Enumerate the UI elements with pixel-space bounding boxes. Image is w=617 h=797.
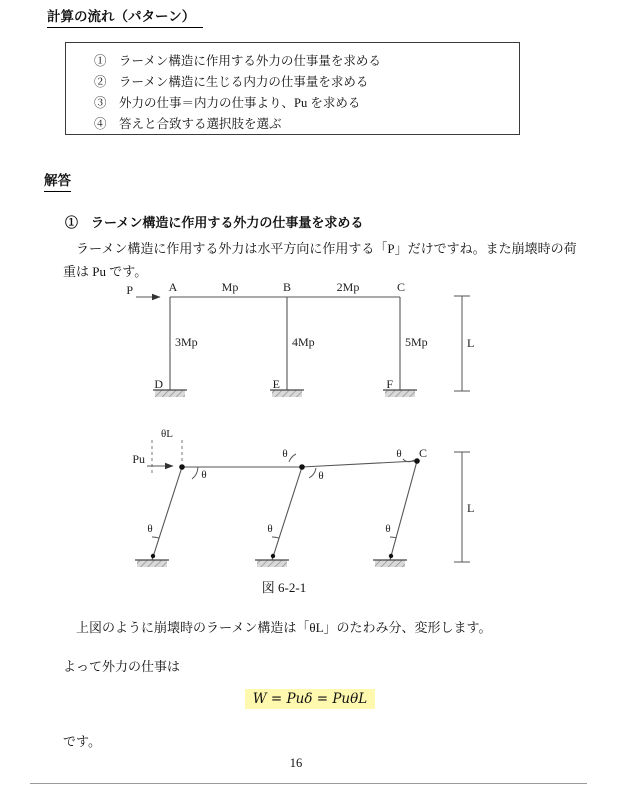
node-e-label: E: [272, 377, 280, 391]
fixed-supports: [153, 390, 417, 397]
theta-joint-b-upper: θ: [282, 448, 288, 460]
answer-heading: 解答: [44, 169, 71, 192]
theta-base-left: θ: [147, 523, 153, 535]
intro-line-2: 重は Pu です。: [63, 264, 148, 279]
step1-intro-paragraph: [63, 237, 577, 283]
pu-load-label: Pu: [132, 452, 145, 466]
node-f-label: F: [386, 377, 393, 391]
theta-joint-c: θ: [396, 448, 402, 460]
support-e: [272, 390, 302, 397]
flow-step-1: ① ラーメン構造に作用する外力の仕事量を求める: [94, 54, 381, 68]
after-figure-paragraph: 上図のように崩壊時のラーメン構造は「θL」のたわみ分、変形します。: [63, 620, 492, 635]
tilted-column-right: [390, 461, 417, 560]
arc-joint-b-upper: [289, 454, 296, 462]
arc-joint-a: [192, 467, 198, 479]
page-number: 16: [289, 756, 303, 770]
footer-rule: [30, 783, 587, 784]
load-label: P: [126, 283, 133, 297]
theta-base-right: θ: [385, 523, 391, 535]
figure-caption: 図 6-2-1: [261, 580, 307, 595]
lead-in-paragraph: よって外力の仕事は: [63, 659, 181, 674]
flow-title: 計算の流れ（パターン）: [47, 5, 203, 28]
height-label: L: [467, 501, 475, 515]
node-c-label: C: [396, 280, 406, 294]
beam-ab-label: Mp: [221, 280, 239, 294]
hinge-d: [151, 554, 155, 558]
mechanism-members: [147, 461, 417, 560]
arc-base-left: [152, 537, 159, 538]
support-d: [155, 390, 185, 397]
external-work-formula: W = Puδ = PuθL: [245, 689, 375, 709]
support-right: [375, 560, 405, 567]
tilted-column-middle: [272, 467, 302, 560]
column-cf-label: 5Mp: [405, 335, 428, 349]
intro-line-1: ラーメン構造に作用する外力は水平方向に作用する「P」だけですね。また崩壊時の荷: [63, 241, 577, 256]
hinge-a: [179, 464, 185, 470]
node-b-label: B: [282, 280, 292, 294]
plastic-hinges: [151, 458, 420, 558]
theta-joint-a: θ: [201, 469, 207, 481]
hinge-f: [389, 554, 393, 558]
fixed-supports-mechanism: [135, 560, 407, 567]
drift-label: θL: [161, 428, 173, 440]
column-ad-label: 3Mp: [175, 335, 198, 349]
hinge-b: [299, 464, 305, 470]
node-a-label: A: [168, 280, 178, 294]
tilted-column-left: [152, 467, 182, 560]
flow-step-4: ④ 答えと合致する選択肢を選ぶ: [94, 117, 282, 131]
original-position-dashes: [152, 440, 182, 476]
theta-joint-b-lower: θ: [318, 470, 324, 482]
flow-step-3: ③ 外力の仕事＝内力の仕事より、Pu を求める: [94, 96, 361, 110]
closing-paragraph: です。: [63, 734, 101, 749]
mechanism-diagram: [100, 420, 490, 575]
arc-base-right: [390, 537, 396, 538]
theta-base-middle: θ: [267, 523, 273, 535]
node-d-label: D: [154, 377, 163, 391]
step1-heading: ① ラーメン構造に作用する外力の仕事量を求める: [65, 215, 364, 230]
flow-steps-box: [65, 42, 520, 135]
height-label: L: [467, 336, 475, 350]
support-middle: [257, 560, 287, 567]
support-left: [137, 560, 167, 567]
node-c-label: C: [418, 446, 428, 460]
arc-base-middle: [272, 537, 279, 538]
beam-bc-label: 2Mp: [336, 280, 360, 294]
support-f: [385, 390, 415, 397]
frame-diagram: [100, 278, 490, 415]
flow-step-2: ② ラーメン構造に生じる内力の仕事量を求める: [94, 75, 369, 89]
external-work-formula-row: [130, 691, 490, 707]
hinge-e: [271, 554, 275, 558]
column-be-label: 4Mp: [292, 335, 315, 349]
arc-joint-b-lower: [309, 468, 316, 478]
